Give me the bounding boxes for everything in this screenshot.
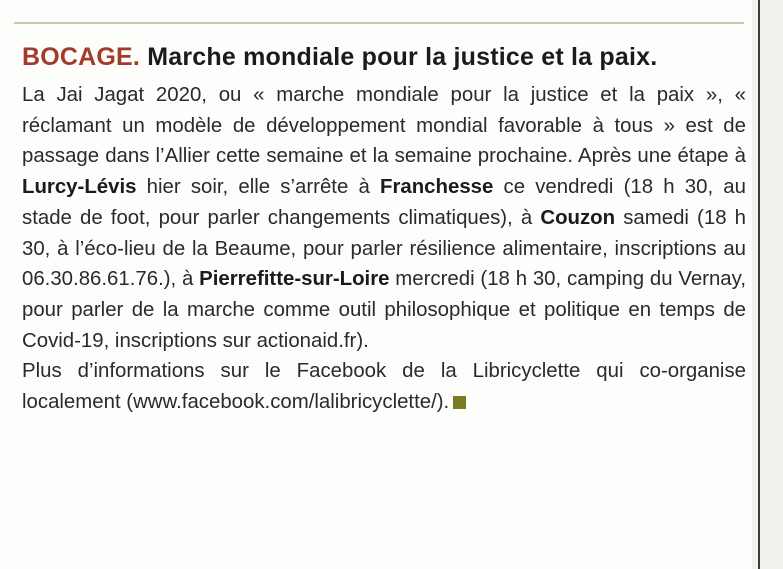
end-of-article-square-icon: [453, 396, 466, 409]
headline: [22, 40, 746, 74]
headline-title: Marche mondiale pour la justice et la paix.: [147, 43, 658, 71]
article-paragraph-1: [22, 80, 746, 356]
paragraph-text: samedi (18 h 30, à l’éco-lieu de la Beaume, pour parler résilience alimentaire, inscriptions au 06.30.86.61.76.), à: [22, 206, 746, 291]
paragraph-text: Plus d’informations sur le Facebook de la Libricyclette qui co-organise localement (www.facebook.com/lalibricyclette/).: [22, 360, 746, 414]
paragraph-text: mercredi (18 h 30, camping du Vernay, pour parler de la marche comme outil philosophique et politique en temps de Covid-19, inscriptions sur actionaid.fr).: [22, 268, 746, 352]
headline-kicker: BOCAGE.: [22, 43, 141, 71]
place-name-pierrefitte-sur-loire: Pierrefitte-sur-Loire: [199, 268, 390, 291]
article-paragraph-2: [22, 356, 746, 417]
place-name-franchesse: Franchesse: [380, 176, 494, 199]
column-divider: [758, 0, 760, 569]
place-name-couzon: Couzon: [540, 206, 616, 229]
article: [22, 40, 746, 418]
top-divider: [14, 22, 744, 24]
adjacent-column-edge: [752, 0, 783, 569]
paragraph-text: hier soir, elle s’arrête à: [136, 176, 380, 199]
paragraph-text: ce vendredi (18 h 30, au stade de foot, pour parler changements climatiques), à: [22, 176, 746, 229]
paragraph-text: La Jai Jagat 2020, ou « marche mondiale pour la justice et la paix », « réclamant un modèle de développement mondial favorable à tous » est de passage dans l’Allier cette semaine et la semaine prochaine. Après une étape à: [22, 84, 746, 168]
place-name-lurcy-levis: Lurcy-Lévis: [22, 176, 137, 199]
